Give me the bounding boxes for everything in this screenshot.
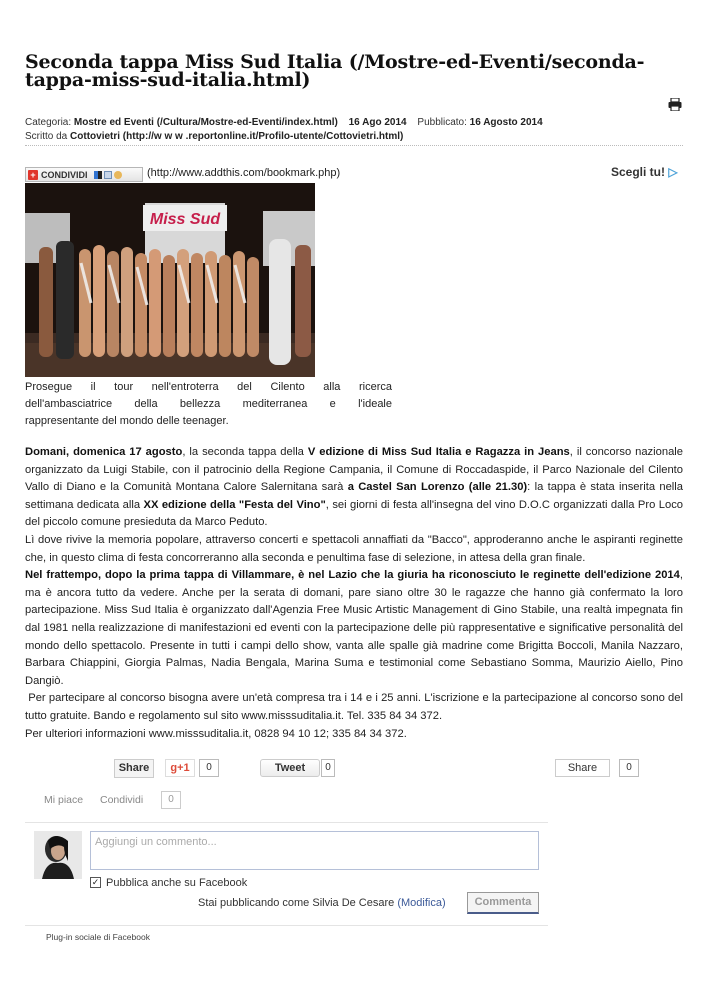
linkedin-share-button[interactable]: Share	[555, 759, 610, 777]
printer-icon[interactable]	[668, 98, 682, 111]
avatar	[34, 831, 82, 879]
author-label: Scritto da	[25, 131, 68, 142]
banner-logo-text: Miss Sud	[149, 211, 221, 228]
fb-like-button[interactable]: Mi piace	[44, 794, 84, 806]
stumble-icon	[114, 171, 122, 179]
publishing-as-name: Stai pubblicando come Silvia De Cesare	[198, 897, 395, 909]
fb-comments-divider	[25, 822, 548, 823]
category-link[interactable]: Mostre ed Eventi (/Cultura/Mostre-ed-Eventi/index.html)	[73, 117, 338, 128]
bold-text: Nel frattempo, dopo la prima tappa di Villammare, è nel Lazio che la giuria ha riconosciuto le reginette dell'edizione 2014	[25, 569, 680, 582]
gplus-button[interactable]	[165, 759, 195, 777]
delicious-icon	[94, 171, 102, 179]
tweet-button[interactable]: Tweet	[260, 759, 320, 777]
fb-share-count: 0	[161, 791, 181, 809]
fb-plugin-label[interactable]: Plug-in sociale di Facebook	[46, 932, 150, 942]
article-meta	[25, 117, 543, 128]
linkedin-share-count: 0	[619, 759, 639, 777]
article-body	[25, 444, 687, 743]
paragraph-3	[25, 567, 683, 690]
published-date: 16 Agosto 2014	[469, 117, 543, 128]
paragraph-5: Per ulteriori informazioni www.misssuditalia.it, 0828 94 10 12; 335 84 34 372.	[25, 727, 407, 740]
scegli-label: Scegli tu!	[611, 165, 666, 179]
bold-text: XX edizione della "Festa del Vino"	[143, 498, 326, 511]
caption-line-2: dell'ambasciatrice della bellezza mediterranea e l'ideale	[25, 398, 392, 410]
tweet-count: 0	[321, 759, 335, 777]
publish-facebook-label: Pubblica anche su Facebook	[106, 877, 248, 889]
photo-caption	[25, 379, 392, 430]
article-date: 16 Ago 2014	[348, 117, 407, 128]
digg-icon	[104, 171, 112, 179]
comment-input[interactable]: Aggiungi un commento...	[90, 831, 539, 870]
modify-link[interactable]: (Modifica)	[397, 897, 446, 909]
meta-divider	[25, 145, 683, 146]
share-button[interactable]: Share	[114, 759, 154, 778]
body-text: , il concorso nazionale organizzato da Luigi Stabile, con il patrocinio della Regione Campania, il Comune di Roccadaspide, il Parco Nazionale del Cilento Vallo di Diano e la Comunità Montana Calore Salernitana sarà	[25, 446, 684, 494]
caption-line-1: Prosegue il tour nell'entroterra del Cilento alla ricerca	[25, 381, 392, 393]
body-text: , ma è ancora tutto da vedere. Anche per la serata di domani, pare siano oltre 30 le ragazze che hanno già confermato la loro partecipazione. Miss Sud Italia è organizzato dall'Agenzia Free Music Artistic Management di Gino Stabile, una realtà impegnata fin dal 1981 nella realizzazione di manifestazioni ed eventi con la partecipazione delle più rappresentative e significative personalità del mondo dello spettacolo. Presente in tutti i campi dello show, vanta alle spalle già madrine come Brigitta Boccoli, Manila Nazzaro, Barbara Chiappini, Giorgia Palmas, Nadia Bengala, Marina Suma e testimonial come Sebastiano Somma, Maurizio Aiello, Pino Dangiò.	[25, 569, 683, 687]
body-text: : la tappa è stata inserita nella settimana dedicata alla	[25, 481, 683, 511]
event-photo	[25, 183, 315, 377]
gplus-label: +1	[177, 762, 190, 774]
addthis-share-button[interactable]	[25, 167, 143, 182]
bold-text: a Castel San Lorenzo (alle 21.30)	[347, 481, 528, 494]
bold-text: V edizione di Miss Sud Italia e Ragazza in Jeans	[307, 446, 570, 458]
bold-text: Domani, domenica 17 agosto	[25, 446, 183, 458]
addthis-label: CONDIVIDI	[41, 169, 88, 180]
caption-line-3: rappresentante del mondo delle teenager.	[25, 415, 229, 427]
addthis-url[interactable]: (http://www.addthis.com/bookmark.php)	[147, 167, 341, 179]
fb-share-button[interactable]: Condividi	[100, 794, 144, 806]
body-text: , la seconda tappa della	[182, 446, 308, 458]
paragraph-1	[25, 444, 683, 532]
published-label: Pubblicato:	[417, 117, 467, 128]
paragraph-2: Lì dove rivive la memoria popolare, attraverso concerti e spettacoli annaffiati da "Bacco", approderanno anche le aspiranti reginette che, in questo clima di festa concorreranno alla seconda e penultima fase di selezione, in attesa della gran finale.	[25, 533, 683, 564]
category-label: Categoria:	[25, 117, 72, 128]
plus-icon: +	[28, 170, 38, 180]
scegli-tu-button[interactable]	[611, 165, 678, 179]
publishing-as-text	[198, 897, 446, 909]
play-arrow-icon: ▷	[668, 165, 678, 179]
gplus-icon: g	[170, 762, 178, 774]
author-link[interactable]: Cottovietri (http://w w w .reportonline.it/Profilo-utente/Cottovietri.html)	[70, 131, 404, 142]
body-text: , sei giorni di festa all'insegna del vino D.O.C organizzati dalla Pro Loco del piccolo comune presieduta da Marco Peduto.	[25, 498, 684, 529]
article-title[interactable]: Seconda tappa Miss Sud Italia (/Mostre-ed-Eventi/seconda-tappa-miss-sud-italia.html)	[25, 51, 645, 91]
article-author	[25, 131, 403, 142]
fb-footer-divider	[25, 925, 548, 926]
gplus-count: 0	[199, 759, 219, 777]
paragraph-4: Per partecipare al concorso bisogna avere un'età compresa tra i 14 e i 25 anni. L'iscrizione e la partecipazione al concorso sono del tutto gratuite. Bando e regolamento sul sito www.misssuditalia.it. Tel. 335 84 34 372.	[25, 692, 687, 722]
comment-submit-button[interactable]: Commenta	[467, 892, 539, 914]
social-icons	[94, 171, 122, 179]
publish-facebook-checkbox[interactable]: ✓	[91, 877, 100, 887]
